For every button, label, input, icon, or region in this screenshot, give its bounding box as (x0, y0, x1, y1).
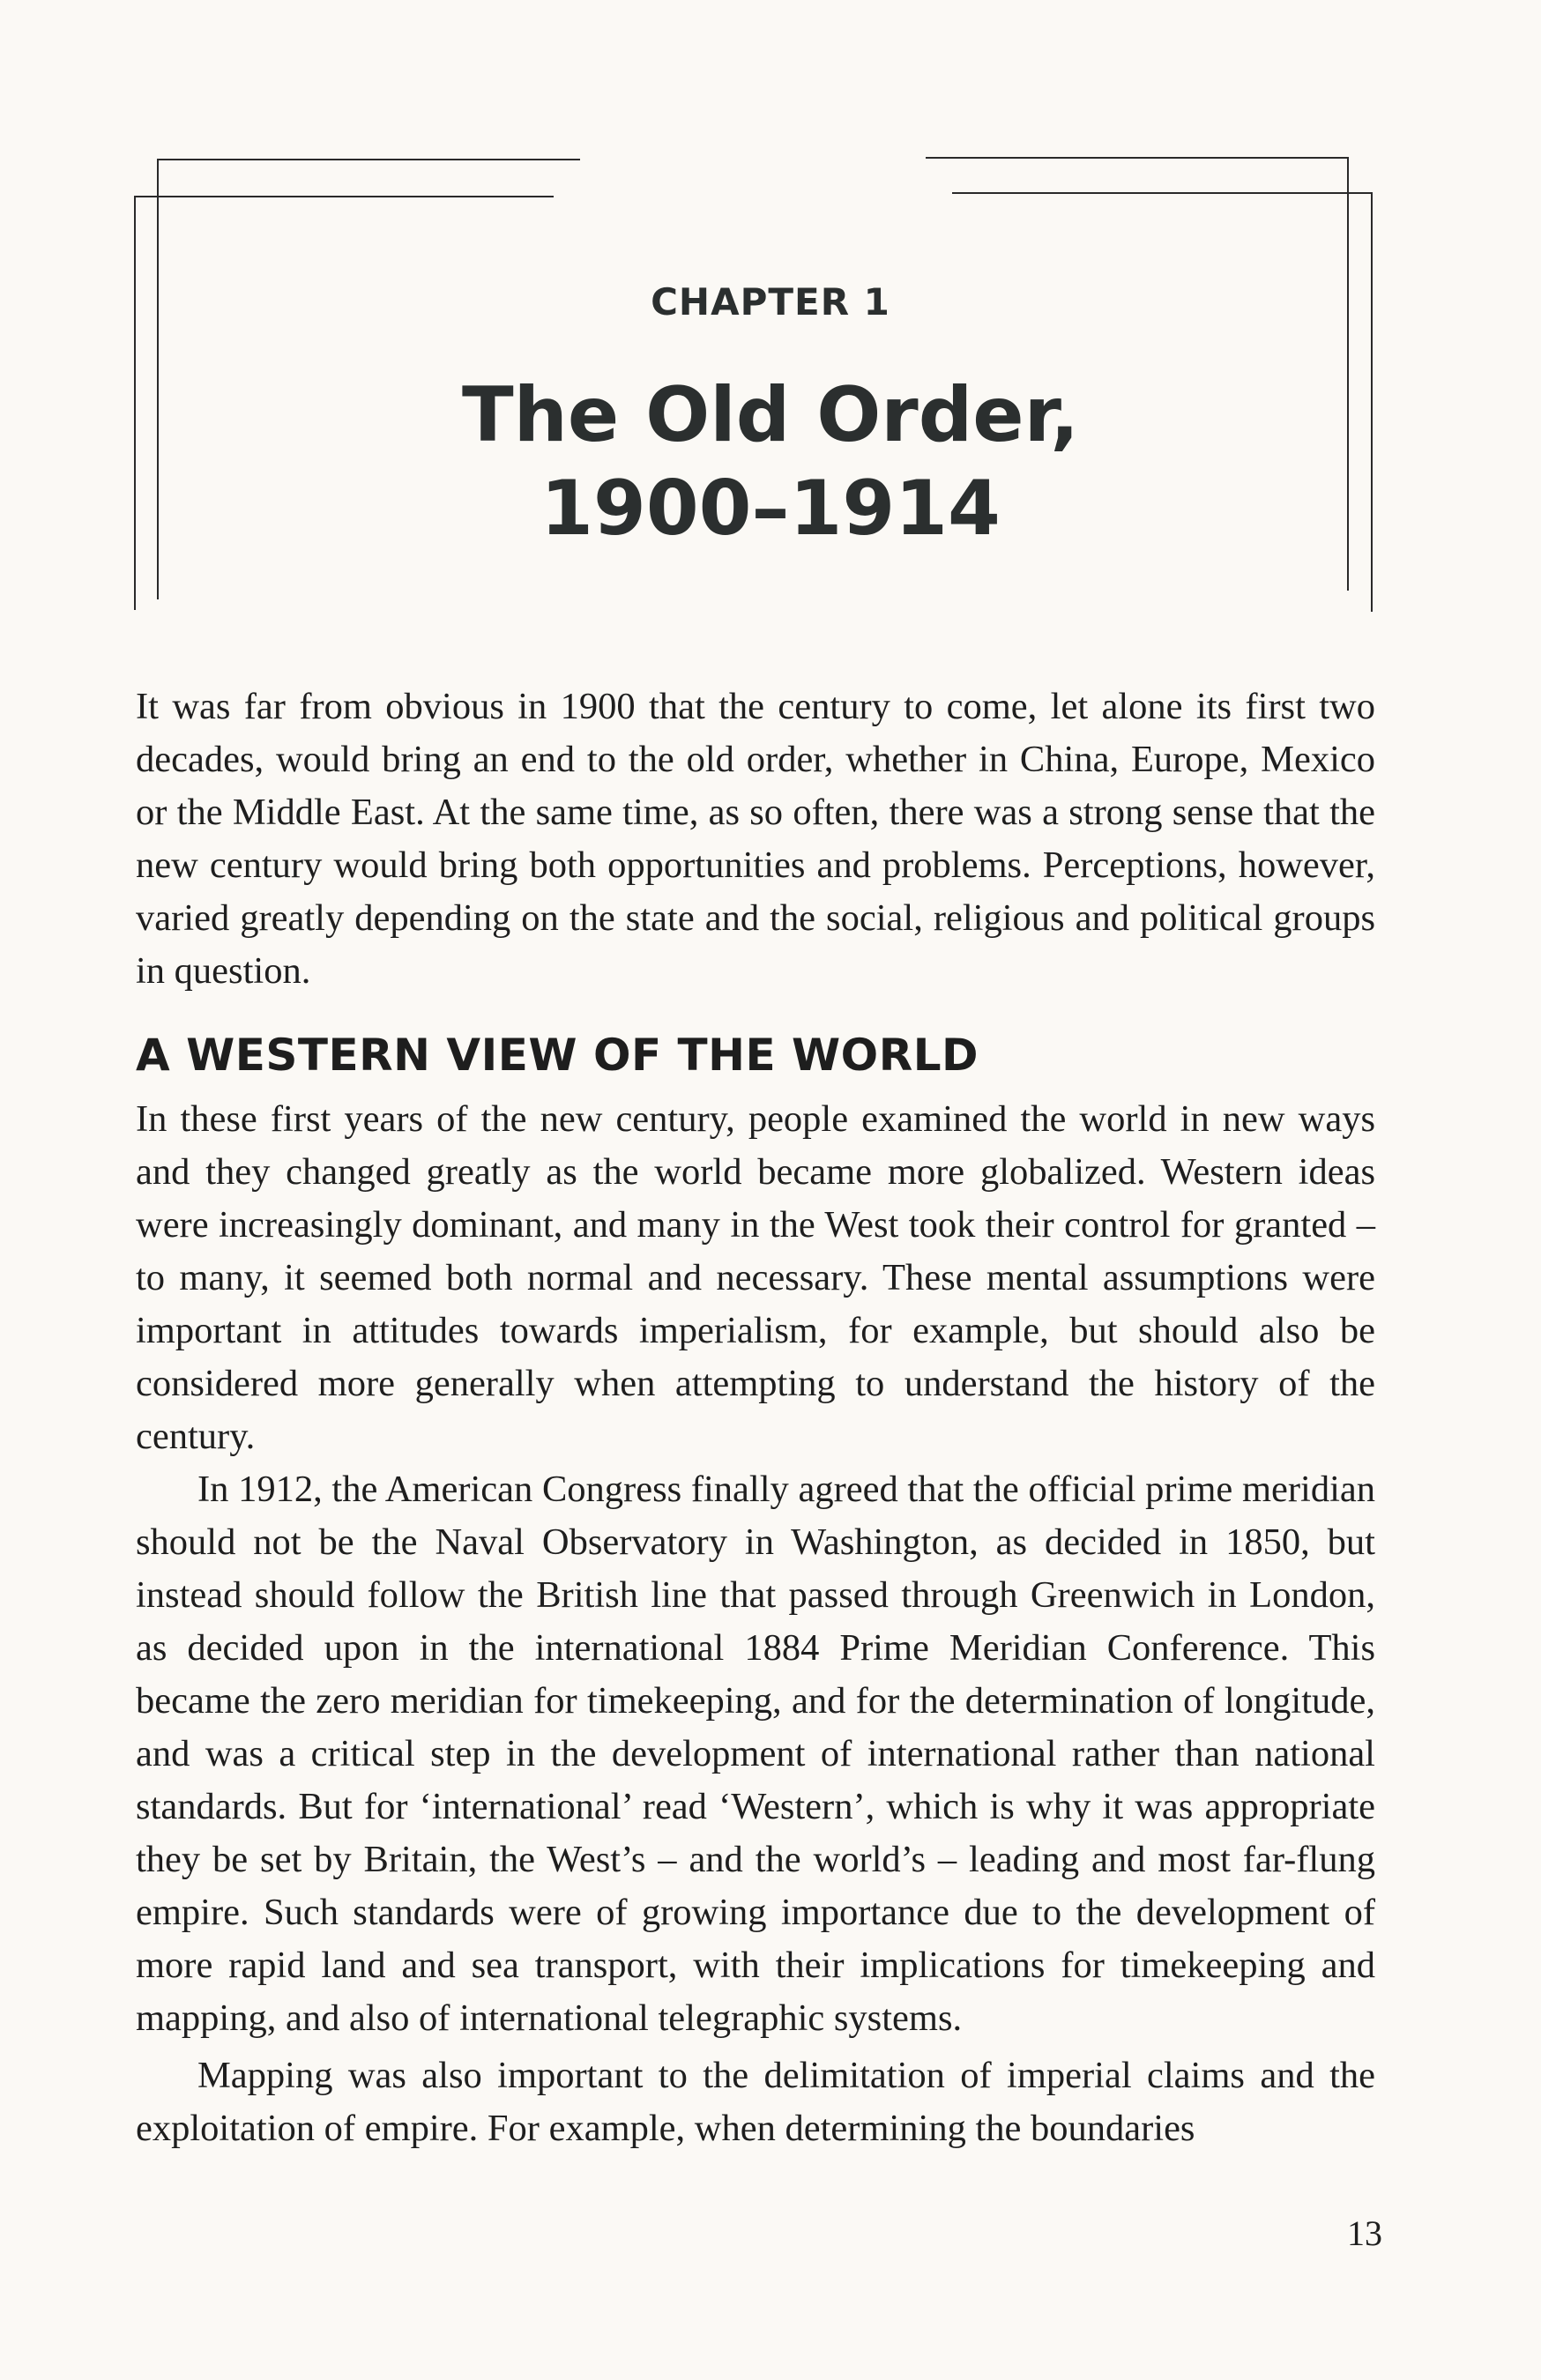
chapter-title-line-1: The Old Order, (461, 371, 1080, 459)
frame-rule-top-right-inner (952, 192, 1372, 194)
frame-rule-top-right-outer (926, 157, 1349, 159)
body-paragraph-1: In these first years of the new century, people examined the world in new ways and they changed greatly as the world became more globalized. Western ideas were increasingly dominant, and many in the West took their control for granted – to many, it seemed both normal and necessary. These mental assumptions were important in attitudes towards imperialism, for example, but should also be considered more generally when attempting to understand the history of the century. (136, 1098, 1375, 1457)
intro-paragraph: It was far from obvious in 1900 that the century to come, let alone its first two decades, would bring an end to the old order, whether in China, Europe, Mexico or the Middle East. At the same time, as so often, there was a strong sense that the new century would bring both opportunities and problems. Perceptions, however, varied greatly depending on the state and the social, religious and political groups in question. (136, 686, 1375, 992)
body-paragraph-3: Mapping was also important to the delimitation of imperial claims and the exploitation of empire. For example, when determining the boundaries (136, 2055, 1375, 2149)
body-paragraph-2: In 1912, the American Congress finally agreed that the official prime meridian should not be the Naval Observatory in Washington, as decided in 1850, but instead should follow the British line that passed through Greenwich in London, as decided upon in the international 1884 Prime Meridian Conference. This became the zero meridian for timekeeping, and for the determination of longitude, and was a critical step in the development of international rather than national standards. But for ‘international’ read ‘Western’, which is why it was appropriate they be set by Britain, the West’s – and the world’s – leading and most far-flung empire. Such standards were of growing importance due to the development of more rapid land and sea transport, with their implications for timekeeping and mapping, and also of international telegraphic systems. (136, 1469, 1375, 2039)
page-number: 13 (1347, 2213, 1382, 2253)
chapter-title-line-2: 1900–1914 (540, 465, 1001, 553)
chapter-title (0, 368, 1541, 555)
frame-rule-top-left-inner (134, 196, 554, 197)
section-heading: A WESTERN VIEW OF THE WORLD (136, 1030, 979, 1081)
chapter-label: CHAPTER 1 (651, 280, 890, 324)
frame-rule-top-left-outer (157, 159, 580, 160)
